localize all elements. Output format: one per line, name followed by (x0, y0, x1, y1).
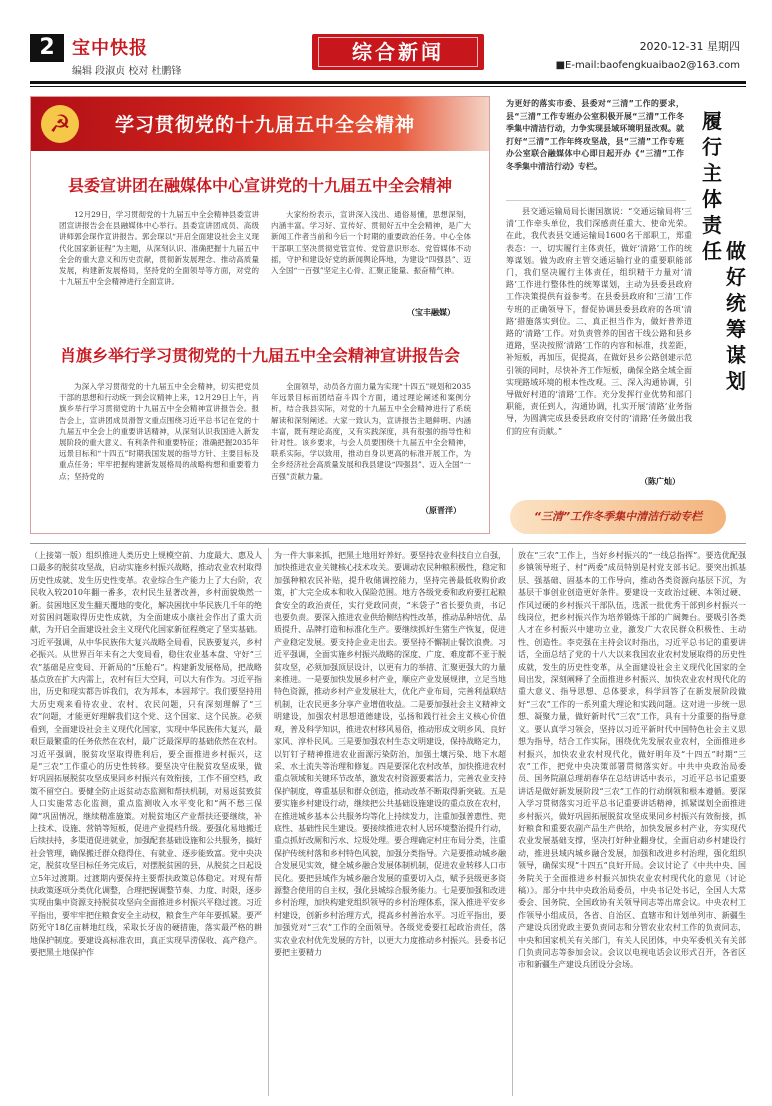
party-emblem-icon: ☭ (41, 105, 79, 143)
article2-byline: （原晋洋） (421, 505, 461, 515)
masthead-rule-thin (30, 86, 746, 87)
article2-headline: 肖旗乡举行学习贯彻党的十九届五中全会精神宣讲报告会 (59, 346, 460, 365)
feature-box (30, 96, 490, 534)
section-title: 综合新闻 (312, 34, 484, 70)
sidebar-title-part-1: 履行主体责任 (702, 109, 722, 263)
column-separator (512, 548, 513, 1096)
article2-column-1: 为深入学习贯彻党的十九届五中全会精神，切实把党员干部的思想和行动统一到会议精神上来，12月29日上午，肖旗乡举行学习贯彻党的十九届五中全会精神宣讲报告会。报告会上，宣讲团成员滑智文重点围绕习近平总书记在党的十九届五中全会上的重要讲话精神，从深刻认识我国进入新发展阶段的重大意义、有利条件和重要特征；准确把握2035年远景目标和“十四五”时期我国发展的指导方针、主要目标及重点任务；牢牢把握构建新发展格局的战略构想和重要着力点；坚持党的 (59, 382, 259, 481)
lower-column-2: 为一件大事来抓，把黑土地用好养好。要坚持农业科技自立自强，加快推进农业关键核心技术攻关。要调动农民种粮积极性，稳定和加强种粮农民补贴，提升收储调控能力，坚持完善最低收购价政策，扩大完全成本和收入保险范围。地方各级党委和政府要扛起粮食安全的政治责任，实行党政同责，“米袋子”省长要负责，书记也要负责。要深入推进农业供给侧结构性改革，推动品种培优、品质提升、品牌打造和标准化生产。要继续抓好生猪生产恢复，促进产业稳定发展。要支持企业走出去。要坚持不懈制止餐饮浪费。习近平强调，全面实施乡村振兴战略的深度、广度、难度都不亚于脱贫攻坚，必须加强顶层设计，以更有力的举措、汇聚更强大的力量来推进。一是要加快发展乡村产业，顺应产业发展规律，立足当地特色资源，推动乡村产业发展壮大，优化产业布局，完善利益联结机制，让农民更多分享产业增值收益。二是要加强社会主义精神文明建设，加强农村思想道德建设，弘扬和践行社会主义核心价值观，普及科学知识，推进农村移风易俗，推动形成文明乡风、良好家风、淳朴民风。三是要加强农村生态文明建设，保持战略定力，以钉钉子精神推进农业面源污染防治，加强土壤污染、地下水超采、水土流失等治理和修复。四是要深化农村改革，加快推进农村重点领域和关键环节改革，激发农村资源要素活力，完善农业支持保护制度，尊重基层和群众创造，推动改革不断取得新突破。五是要实施乡村建设行动，继续把公共基础设施建设的重点放在农村，在推进城乡基本公共服务均等化上持续发力，注重加强普惠性、兜底性、基础性民生建设。要接续推进农村人居环境整治提升行动，重点抓好改厕和污水、垃圾处理。要合理确定村庄布局分类，注重保护传统村落和乡村特色风貌，加强分类指导。六是要推动城乡融合发展见实效，健全城乡融合发展体制机制，促进农业转移人口市民化。要把县域作为城乡融合发展的重要切入点，赋予县级更多资源整合使用的自主权，强化县城综合服务能力。七是要加强和改进乡村治理，加快构建党组织领导的乡村治理体系，深入推进平安乡村建设，创新乡村治理方式，提高乡村善治水平。习近平指出，要加强党对“三农”工作的全面领导。各级党委要扛起政治责任，落实农业农村优先发展的方针，以更大力度推动乡村振兴。县委书记要把主要精力 (274, 551, 506, 957)
issue-date: 2020-12-31 星期四 (639, 40, 740, 53)
sidebar-body: 县交通运输局局长谢国旗说：“交通运输局将‘三清’工作牵头单位，我们深感责任重大、使命光荣。在此，我代表县交通运输局1600名干部职工，郑重表态：一、切实履行主体责任，做好‘清路’工作的统筹谋划。做为政府主管交通运输行业的重要职能部门，我们坚决履行主体责任，组织精干力量对‘清路’工作进行整体性的统筹谋划，主动为县委县政府工作决策提供有益参考。在县委县政府和‘三清’工作专班的正确领导下，督促协调县委县政府的各项‘清路’措施落实到位。二、真正担当作为，做好普养道路的‘清路’工作。对负责管养的国省干线公路和县乡道路，坚决按照‘清路’工作的内容和标准，找差距，补短板，再加压，促提高，在做好县乡公路创建示范引领的同时，尽快补齐工作短板，确保全路全域全面实现路域环境的根本性改观。三、深入沟通协调，引导做好村道的‘清路’工作。充分发挥行业优势和部门职能，责任到人，沟通协调，扎实开展‘清路’业务指导，为圆满完成县委县政府交付的‘清路’任务做出我们的应有贡献。” (506, 207, 692, 436)
lower-column-3: 放在“三农”工作上，当好乡村振兴的“一线总指挥”。要选优配强乡镇领导班子、村“两委”成员特别是村党支部书记。要突出抓基层、强基础、固基本的工作导向，推动各类资源向基层下沉，为基层干事创业创造更好条件。要建设一支政治过硬、本领过硬、作风过硬的乡村振兴干部队伍，选派一批优秀干部到乡村振兴一线岗位，把乡村振兴作为培养锻炼干部的广阔舞台。要吸引各类人才在乡村振兴中建功立业，激发广大农民群众积极性、主动性、创造性。李克强在主持会议时指出，习近平总书记的重要讲话，全面总结了党的十八大以来我国农业农村发展取得的历史性成就，发生的历史性变革，从全面建设社会主义现代化国家的全局出发，深刻阐释了全面推进乡村振兴、加快农业农村现代化的重大意义、指导思想、总体要求，科学回答了在新发展阶段做好“三农”工作的一系列重大理论和实践问题。这对进一步统一思想、凝聚力量，做好新时代“三农”工作，具有十分重要的指导意义。要认真学习领会，坚持以习近平新时代中国特色社会主义思想为指导，结合工作实际，围绕优先发展农业农村，全面推进乡村振兴，加快农业农村现代化，做好明年及“十四五”时期“三农”工作，把党中央决策部署贯彻落实好。中共中央政治局委员、国务院副总理胡春华在总结讲话中表示，习近平总书记重要讲话是做好新发展阶段“三农”工作的行动纲领和根本遵循。要深入学习贯彻落实习近平总书记重要讲话精神，抓紧谋划全面推进乡村振兴，做好巩固拓展脱贫攻坚成果同乡村振兴有效衔接，抓好粮食和重要农副产品生产供给，加快发展乡村产业，夯实现代农业发展基础支撑，坚决打好种业翻身仗，全面启动乡村建设行动，推进县域内城乡融合发展，加强和改进乡村治理，强化组织领导，确保实现“十四五”良好开局。会议讨论了《中共中央、国务院关于全面推进乡村振兴加快农业农村现代化的意见（讨论稿）》。部分中共中央政治局委员，中央书记处书记，全国人大常委会、国务院、全国政协有关领导同志等出席会议。中央农村工作领导小组成员，各省、自治区、直辖市和计划单列市、新疆生产建设兵团党政主要负责同志和分管农业农村工作的负责同志，中央和国家机关有关部门，有关人民团体，中央军委机关有关部门负责同志等参加会议。会议以电视电话会议形式召开，各省区市和新疆生产建设兵团设分会场。 (518, 551, 746, 970)
sidebar-deck: 为更好的落实市委、县委对“三清”工作的要求，县“三清”工作专班办公室积极开展“三清”工作冬季集中清洁行动，力争实现县域环境明显改观。就打好“三清”工作年终攻坚战，县“三清”工作专班办公室联合融媒体中心即日起开办《“三清”工作冬季集中清洁行动》专栏。 (506, 99, 684, 171)
article1-column-2: 大家纷纷表示，宣讲深入浅出、通俗易懂，思想深刻，内涵丰富。学习好、宣传好、贯彻好五中全会精神，是广大新闻工作者当前和今后一个时期的重要政治任务。中心全体干部职工坚决贯彻党管宣传、党管意识形态、党管媒体不动摇，守护和建设好党的新闻舆论阵地，为建设“四强县”、迈入全国“一百强”坚定主心骨、汇聚正能量、振奋精气神。 (271, 210, 471, 276)
article1-headline: 县委宣讲团在融媒体中心宣讲党的十九届五中全会精神 (67, 176, 452, 195)
section-rule (30, 543, 746, 544)
paper-name: 宝中快报 (72, 38, 148, 59)
theme-title: 学习贯彻党的十九届五中全会精神 (115, 114, 416, 136)
column-tag: “三清”工作冬季集中清洁行动专栏 (510, 500, 726, 534)
masthead (30, 28, 746, 80)
sidebar-title-part-2: 做好统筹谋划 (726, 239, 746, 393)
theme-banner (31, 97, 489, 151)
lower-column-1: （上接第一版）组织推进人类历史上规模空前、力度最大、惠及人口最多的脱贫攻坚战，启动实施乡村振兴战略，推动农业农村取得历史性成就、发生历史性变革。农业综合生产能力上了大台阶，农民收入较2010年翻一番多，农村民生显著改善，乡村面貌焕然一新。贫困地区发生翻天覆地的变化，解决困扰中华民族几千年的绝对贫困问题取得历史性成就，为全面建成小康社会作出了重大贡献，为开启全面建设社会主义现代化国家新征程奠定了坚实基础。习近平强调，从中华民族伟大复兴战略全局看，民族要复兴，乡村必振兴。从世界百年未有之大变局看，稳住农业基本盘、守好“三农”基础是应变局、开新局的“压舱石”。构建新发展格局，把战略基点放在扩大内需上，农村有巨大空间，可以大有作为。习近平指出，历史和现实都告诉我们，农为邦本，本固邦宁。我们要坚持用大历史观来看待农业、农村、农民问题，只有深刻理解了“三农”问题，才能更好理解我们这个党、这个国家、这个民族。必须看到，全面建设社会主义现代化国家，实现中华民族伟大复兴，最艰巨最繁重的任务依然在农村，最广泛最深厚的基础依然在农村。习近平强调，脱贫攻坚取得胜利后，要全面推进乡村振兴，这是“三农”工作重心的历史性转移。要坚决守住脱贫攻坚成果，做好巩固拓展脱贫攻坚成果同乡村振兴有效衔接，工作不留空档，政策不留空白。要健全防止返贫动态监测和帮扶机制，对易返贫致贫人口实施常态化监测，重点监测收入水平变化和“两不愁三保障”巩固情况，继续精准施策。对脱贫地区产业帮扶还要继续，补上技术、设施、营销等短板，促进产业提档升级。要强化易地搬迁后续扶持，多渠道促进就业，加强配套基础设施和公共服务，搞好社会管理，确保搬迁群众稳得住、有就业、逐步能致富。党中央决定，脱贫攻坚目标任务完成后，对摆脱贫困的县，从脱贫之日起设立5年过渡期。过渡期内要保持主要帮扶政策总体稳定。对现有帮扶政策逐项分类优化调整，合理把握调整节奏、力度、时限，逐步实现由集中资源支持脱贫攻坚向全面推进乡村振兴平稳过渡。习近平指出，要牢牢把住粮食安全主动权，粮食生产年年要抓紧。要严防死守18亿亩耕地红线，采取长牙齿的硬措施，落实最严格的耕地保护制度。要建设高标准农田，真正实现旱涝保收、高产稳产。要把黑土地保护作 (30, 551, 262, 957)
sidebar-byline: （陈广灿） (640, 476, 680, 486)
article1-byline: （宝丰融媒） (407, 307, 455, 317)
editor-credits: 编辑 段淑贞 校对 杜鹏锋 (72, 66, 182, 77)
sidebar-divider (506, 200, 686, 201)
masthead-rule (30, 81, 746, 84)
email-text: E-mail:baofengkuaibao2@163.com (565, 60, 740, 71)
article1-column-1: 12月29日，学习贯彻党的十九届五中全会精神县委宣讲团宣讲报告会在县融媒体中心举行。县委宣讲团成员、高级讲师郭会琛作宣讲报告。郭会琛以“开启全面建设社会主义现代化国家新征程”为主题，从深刻认识、准确把握十九届五中全会的重大意义和历史贡献，贯彻新发展理念、推动高质量发展，构建新发展格局，坚持党的全面领导等方面，对党的十九届五中全会精神进行全面宣讲。 (59, 210, 259, 287)
page-number: 2 (30, 34, 64, 62)
article2-column-2: 全面领导，动员各方面力量为实现“十四五”规划和2035年远景目标而团结奋斗四个方面，通过理论阐述和案例分析，结合我县实际，对党的十九届五中全会精神进行了系统解读和深刻阐述。大家一致认为，宣讲报告主题鲜明、内涵丰富，既有理论高度，又有实践深度，具有很强的指导性和针对性。该乡要求，与会人员要围绕十九届五中全会精神，联系实际，学以致用，推动自身以更高的标准开展工作，为全乡经济社会高质量发展和我县建设“四强县”、迈入全国“一百强”贡献力量。 (271, 382, 471, 481)
column-separator (268, 548, 269, 1096)
contact-email: ■E-mail:baofengkuaibao2@163.com (555, 60, 740, 71)
